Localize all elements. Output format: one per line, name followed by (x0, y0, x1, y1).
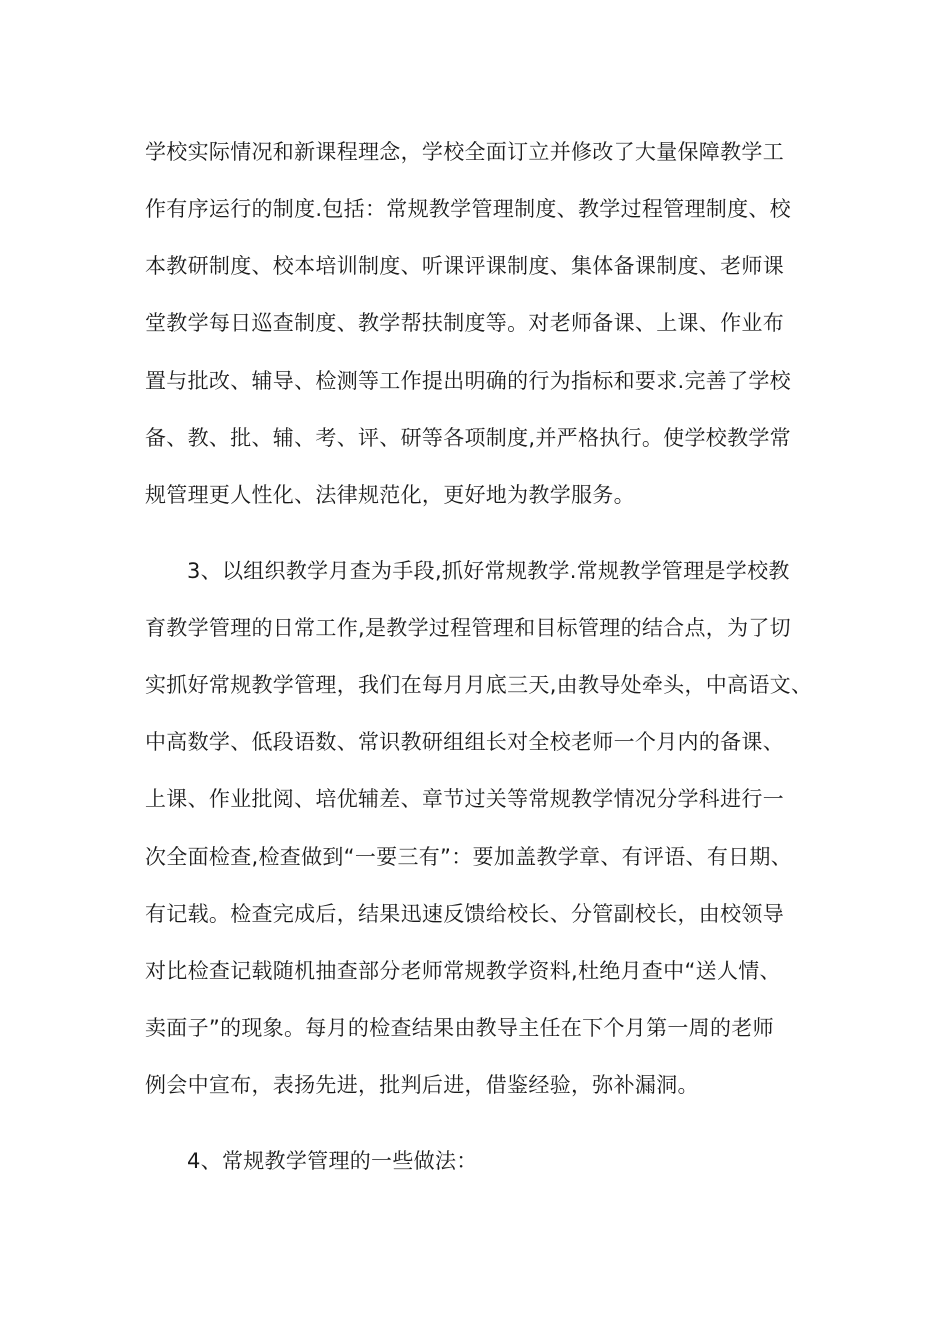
paragraph-2-line-8: 对比检查记载随机抽查部分老师常规教学资料,杜绝月查中“送人情、 (145, 959, 781, 983)
paragraph-2-line-2: 育教学管理的日常工作,是教学过程管理和目标管理的结合点，为了切 (145, 616, 791, 640)
paragraph-3-line-1: 4、常规教学管理的一些做法： (187, 1149, 478, 1173)
paragraph-2-line-1: 3、以组织教学月查为手段,抓好常规教学.常规教学管理是学校教 (187, 559, 790, 583)
paragraph-1-line-2: 作有序运行的制度.包括：常规教学管理制度、教学过程管理制度、校 (145, 197, 791, 221)
paragraph-2-line-3: 实抓好常规教学管理，我们在每月月底三天,由教导处牵头，中高语文、 (145, 673, 813, 697)
paragraph-1-line-1: 学校实际情况和新课程理念，学校全面订立并修改了大量保障教学工 (145, 140, 784, 164)
paragraph-2-line-5: 上课、作业批阅、培优辅差、章节过关等常规教学情况分学科进行一 (145, 787, 784, 811)
paragraph-1-line-7: 规管理更人性化、法律规范化，更好地为教学服务。 (145, 483, 635, 507)
paragraph-2-line-6: 次全面检查,检查做到“一要三有”：要加盖教学章、有评语、有日期、 (145, 845, 793, 869)
paragraph-2-line-9: 卖面子”的现象。每月的检查结果由教导主任在下个月第一周的老师 (145, 1016, 774, 1040)
paragraph-1-line-3: 本教研制度、校本培训制度、听课评课制度、集体备课制度、老师课 (145, 254, 784, 278)
paragraph-2-line-4: 中高数学、低段语数、常识教研组组长对全校老师一个月内的备课、 (145, 730, 784, 754)
paragraph-1-line-4: 堂教学每日巡查制度、教学帮扶制度等。对老师备课、上课、作业布 (145, 311, 784, 335)
paragraph-2-line-7: 有记载。检查完成后，结果迅速反馈给校长、分管副校长，由校领导 (145, 902, 784, 926)
paragraph-1-line-6: 备、教、批、辅、考、评、研等各项制度,并严格执行。使学校教学常 (145, 426, 791, 450)
paragraph-2-line-10: 例会中宣布，表扬先进，批判后进，借鉴经验，弥补漏洞。 (145, 1073, 699, 1097)
paragraph-1-line-5: 置与批改、辅导、检测等工作提出明确的行为指标和要求.完善了学校 (145, 369, 791, 393)
